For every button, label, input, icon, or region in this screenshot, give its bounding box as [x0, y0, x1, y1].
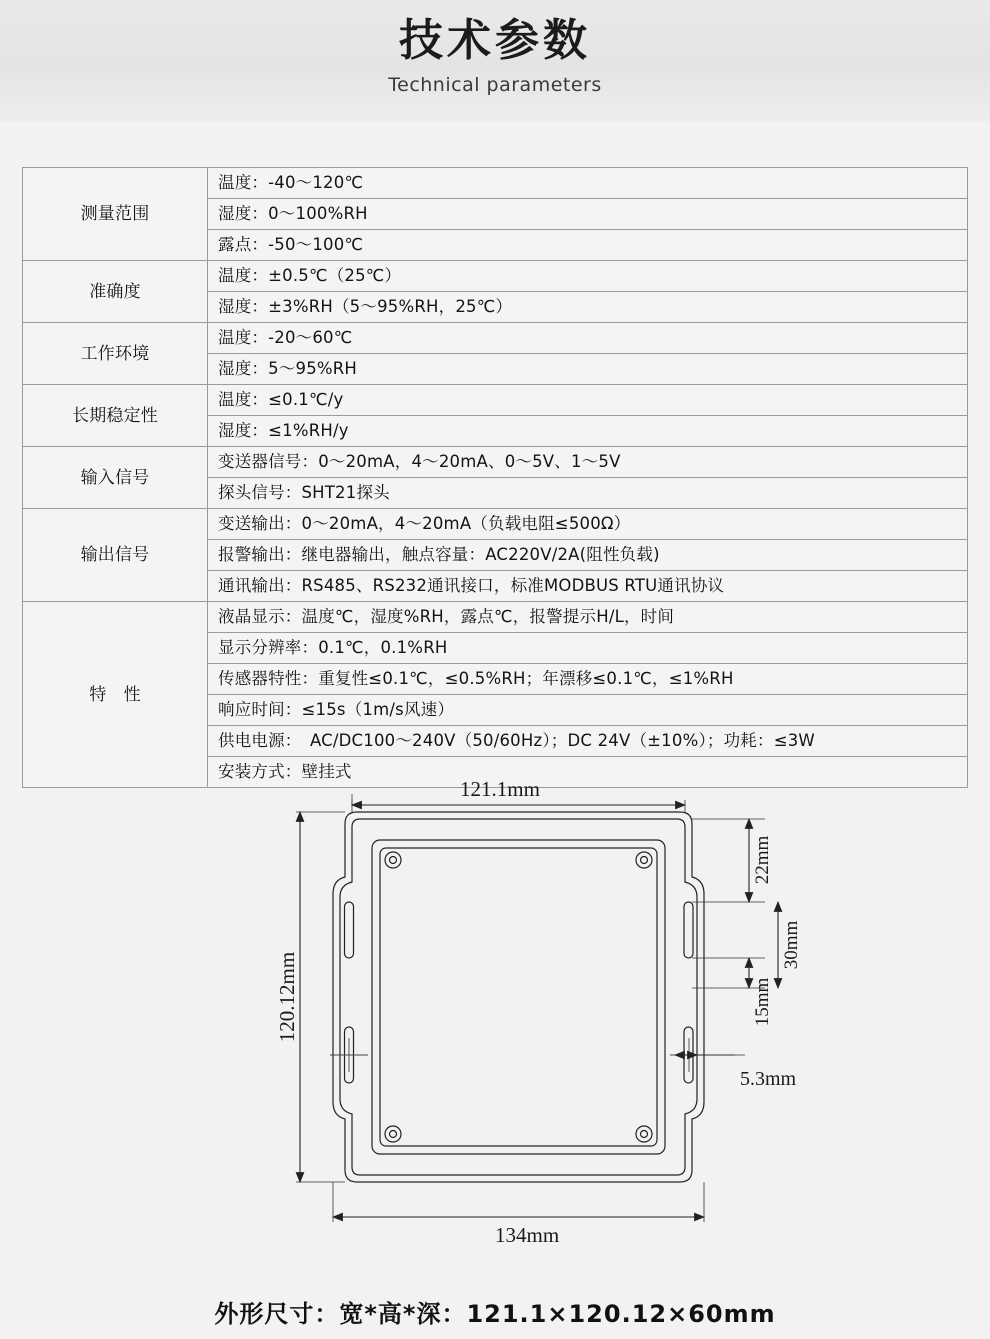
spec-value: 探头信号：SHT21探头 — [208, 478, 968, 509]
dim-right-15-label: 15mm — [752, 977, 773, 1027]
dimension-drawing — [0, 777, 990, 1272]
spec-value: 响应时间：≤15s（1m/s风速） — [208, 695, 968, 726]
table-row — [23, 385, 968, 416]
dim-top-label: 121.1mm — [460, 777, 540, 801]
dim-slot-width-label: 5.3mm — [740, 1068, 797, 1090]
witness-lines — [296, 794, 765, 1222]
spec-value: 显示分辨率：0.1℃，0.1%RH — [208, 633, 968, 664]
spec-value: 变送器信号：0～20mA，4～20mA、0～5V、1～5V — [208, 447, 968, 478]
spec-value: 温度：≤0.1℃/y — [208, 385, 968, 416]
spec-value: 湿度：≤1%RH/y — [208, 416, 968, 447]
spec-value: 通讯输出：RS485、RS232通讯接口，标准MODBUS RTU通讯协议 — [208, 571, 968, 602]
table-row — [23, 509, 968, 540]
center-marks — [330, 1038, 708, 1072]
page-header — [0, 0, 990, 122]
spec-value: 安装方式：壁挂式 — [208, 757, 968, 788]
dim-bottom-label: 134mm — [495, 1223, 560, 1247]
page-subtitle: Technical parameters — [388, 74, 602, 96]
spec-value: 变送输出：0～20mA，4～20mA（负载电阻≤500Ω） — [208, 509, 968, 540]
spec-value: 传感器特性：重复性≤0.1℃，≤0.5%RH；年漂移≤0.1℃，≤1%RH — [208, 664, 968, 695]
spec-value: 温度：-40～120℃ — [208, 168, 968, 199]
spec-label: 长期稳定性 — [23, 385, 208, 447]
table-row — [23, 323, 968, 354]
spec-value: 供电电源： AC/DC100～240V（50/60Hz）；DC 24V（±10%）；功耗：≤3W — [208, 726, 968, 757]
table-row — [23, 168, 968, 199]
spec-value: 报警输出：继电器输出，触点容量：AC220V/2A(阻性负载) — [208, 540, 968, 571]
table-row — [23, 261, 968, 292]
spec-value: 露点：-50～100℃ — [208, 230, 968, 261]
corner-screws — [385, 852, 652, 1142]
spec-value: 温度：±0.5℃（25℃） — [208, 261, 968, 292]
page-title: 技术参数 — [399, 15, 591, 66]
spec-label: 工作环境 — [23, 323, 208, 385]
spec-label: 输出信号 — [23, 509, 208, 602]
spec-label: 特 性 — [23, 602, 208, 788]
spec-label: 输入信号 — [23, 447, 208, 509]
spec-table-body — [23, 168, 968, 788]
spec-value: 液晶显示：温度℃，湿度%RH，露点℃，报警提示H/L，时间 — [208, 602, 968, 633]
spec-label: 准确度 — [23, 261, 208, 323]
mounting-slots — [345, 902, 694, 1083]
specification-table — [22, 167, 968, 788]
enclosure-outline — [333, 812, 704, 1182]
spec-value: 湿度：±3%RH（5～95%RH，25℃） — [208, 292, 968, 323]
table-row — [23, 602, 968, 633]
content-sheet — [0, 122, 990, 1339]
spec-value: 温度：-20～60℃ — [208, 323, 968, 354]
dim-left-label: 120.12mm — [275, 951, 299, 1043]
overall-dimension-text: 外形尺寸：宽*高*深：121.1×120.12×60mm — [214, 1300, 776, 1328]
spec-value: 湿度：0～100%RH — [208, 199, 968, 230]
dim-right-22-label: 22mm — [752, 835, 773, 885]
table-row — [23, 447, 968, 478]
spec-value: 湿度：5～95%RH — [208, 354, 968, 385]
dim-right-30-label: 30mm — [781, 920, 802, 970]
spec-label: 测量范围 — [23, 168, 208, 261]
drawing-svg — [0, 777, 990, 1272]
